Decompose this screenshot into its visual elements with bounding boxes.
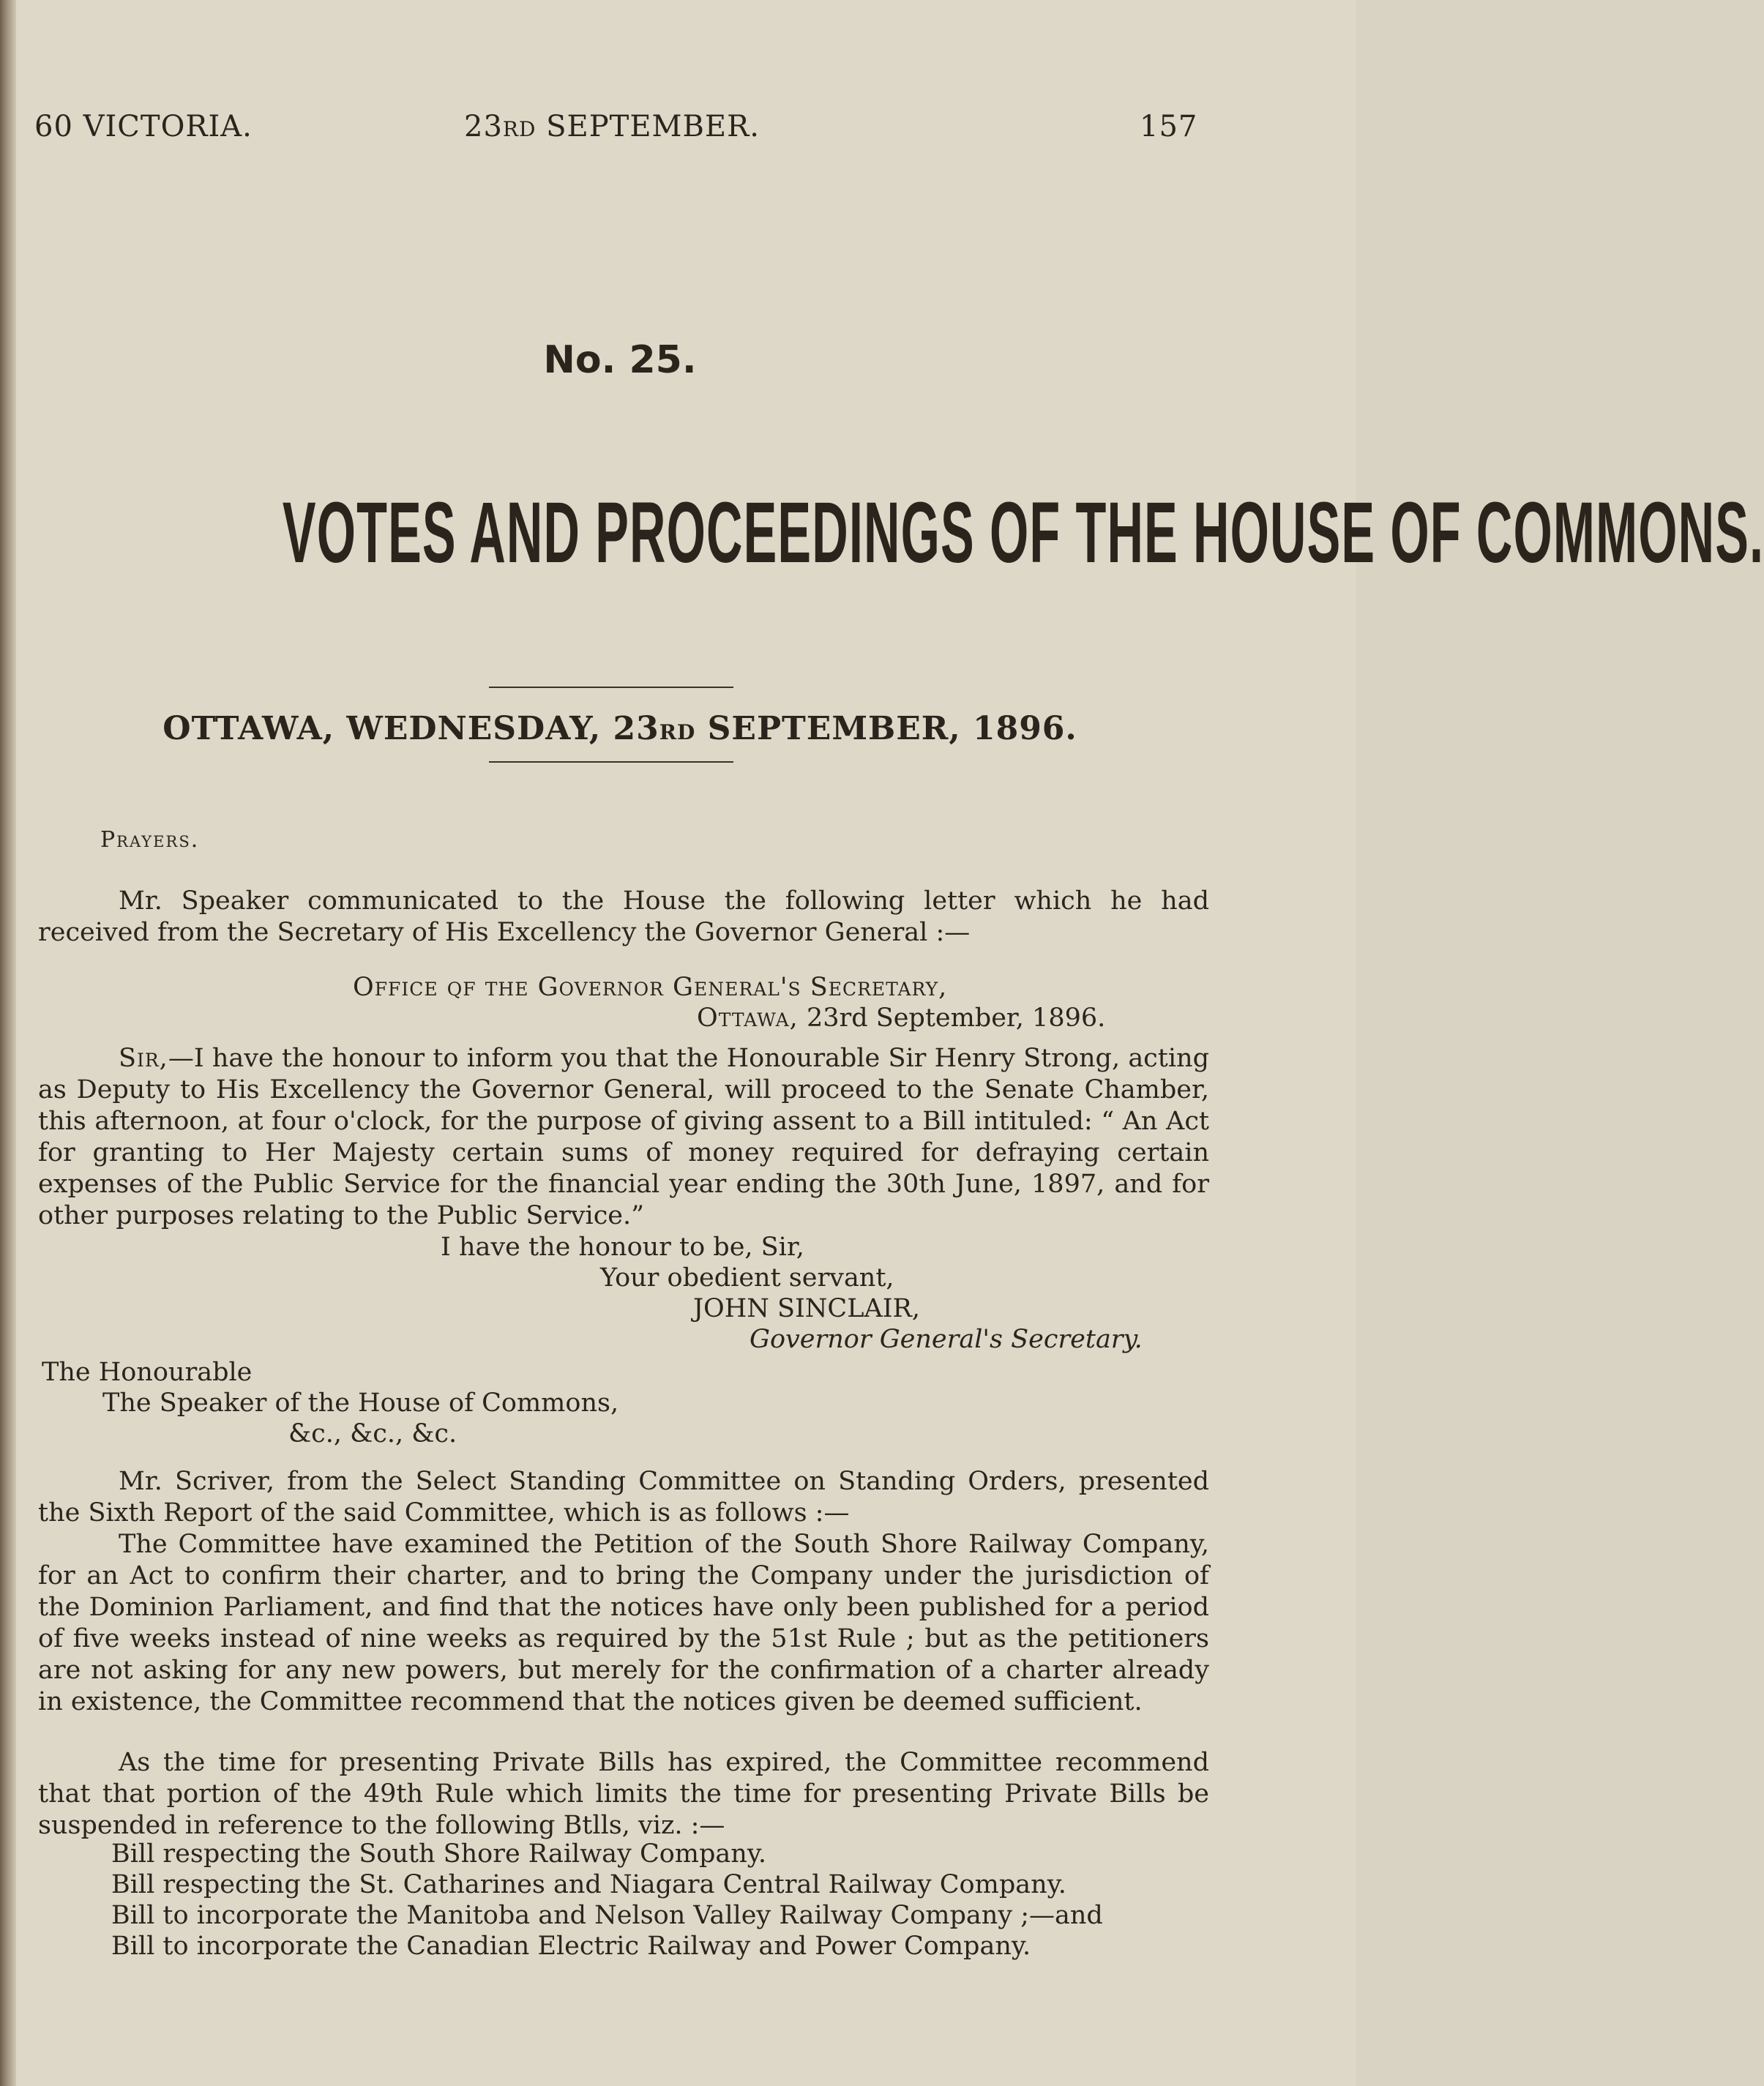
letter-place-date <box>697 1003 1105 1034</box>
letter-address-1: The Honourable <box>42 1358 253 1387</box>
committee-paragraph: The Committee have examined the Petition of the South Shore Railway Company, for an Act to confirm their charter, and to bring the Company under the jurisdiction of the Dominion Parliament, and find that the notices have only been published for a period of five weeks instead of nine weeks as required by the 51st Rule ; but as the petitioners are not asking for any new powers, but merely for the confirmation of a charter already in existence, the Committee recommend that the notices given be deemed sufficient. <box>38 1530 1209 1716</box>
dateline-end: SEPTEMBER, 1896. <box>695 710 1077 747</box>
letter-address-2: The Speaker of the House of Commons, <box>102 1388 619 1418</box>
letter-place: Ottawa, <box>697 1003 799 1033</box>
letter-closing-1: I have the honour to be, Sir, <box>441 1233 804 1262</box>
letter-office-line: Office qf the Governor General's Secretary, <box>353 973 948 1002</box>
scriver-paragraph: Mr. Scriver, from the Select Standing Committee on Standing Orders, presented the Sixth Report of the said Committee, which is as follows :— <box>38 1467 1209 1528</box>
issue-number: No. 25. <box>543 338 697 382</box>
letter-body-text: —I have the honour to inform you that the Honourable Sir Henry Strong, acting as Deputy to His Excellency the Governor General, will proceed to the Senate Chamber, this afternoon, at four o'clock, for the purpose of giving assent to a Bill intituled: “ An Act for granting to Her Majesty certain sums of money required for defraying certain expenses of the Public Service for the financial year ending the 30th June, 1897, and for other purposes relating to the Public Service.” <box>38 1044 1209 1230</box>
dateline-suffix: RD <box>659 720 696 744</box>
speaker-paragraph: Mr. Speaker communicated to the House the following letter which he had received from the Secretary of His Excellency the Governor General :— <box>38 886 1209 947</box>
header-date-month: SEPTEMBER. <box>536 110 760 143</box>
bill-item-3: Bill to incorporate the Manitoba and Nelson Valley Railway Company ;—and <box>111 1901 1103 1930</box>
bill-item-1: Bill respecting the South Shore Railway Company. <box>111 1839 767 1869</box>
letter-signature-title: Governor General's Secretary. <box>750 1325 1143 1354</box>
book-spine-edge <box>0 0 16 2086</box>
bill-item-4: Bill to incorporate the Canadian Electric Railway and Power Company. <box>111 1932 1031 1961</box>
dateline <box>16 710 1224 747</box>
page-number: 157 <box>1140 110 1198 143</box>
header-date <box>464 110 760 143</box>
letter-address-3: &c., &c., &c. <box>288 1419 457 1448</box>
document-page <box>16 0 1764 2086</box>
session-label: 60 VICTORIA. <box>34 110 253 143</box>
bill-item-2: Bill respecting the St. Catharines and Niagara Central Railway Company. <box>111 1870 1066 1899</box>
divider-bottom <box>489 761 733 763</box>
divider-top <box>489 687 733 688</box>
letter-salutation: Sir, <box>119 1044 168 1073</box>
header-date-suffix: RD <box>502 117 537 141</box>
page-title: VOTES AND PROCEEDINGS OF THE HOUSE OF COMMONS. <box>282 485 1764 581</box>
dateline-start: OTTAWA, WEDNESDAY, 23 <box>162 710 659 747</box>
section-heading-prayers: Prayers. <box>100 827 200 853</box>
letter-closing-2: Your obedient servant, <box>600 1263 894 1293</box>
letter-date: 23rd September, 1896. <box>798 1003 1106 1033</box>
header-date-day: 23 <box>464 110 503 143</box>
running-head <box>16 110 1356 154</box>
letter-signature: JOHN SINCLAIR, <box>693 1294 921 1323</box>
time-paragraph: As the time for presenting Private Bills has expired, the Committee recommend that that portion of the 49th Rule which limits the time for presenting Private Bills be suspended in reference to the following Btlls, viz. :— <box>38 1748 1209 1840</box>
letter-body <box>38 1043 1209 1232</box>
